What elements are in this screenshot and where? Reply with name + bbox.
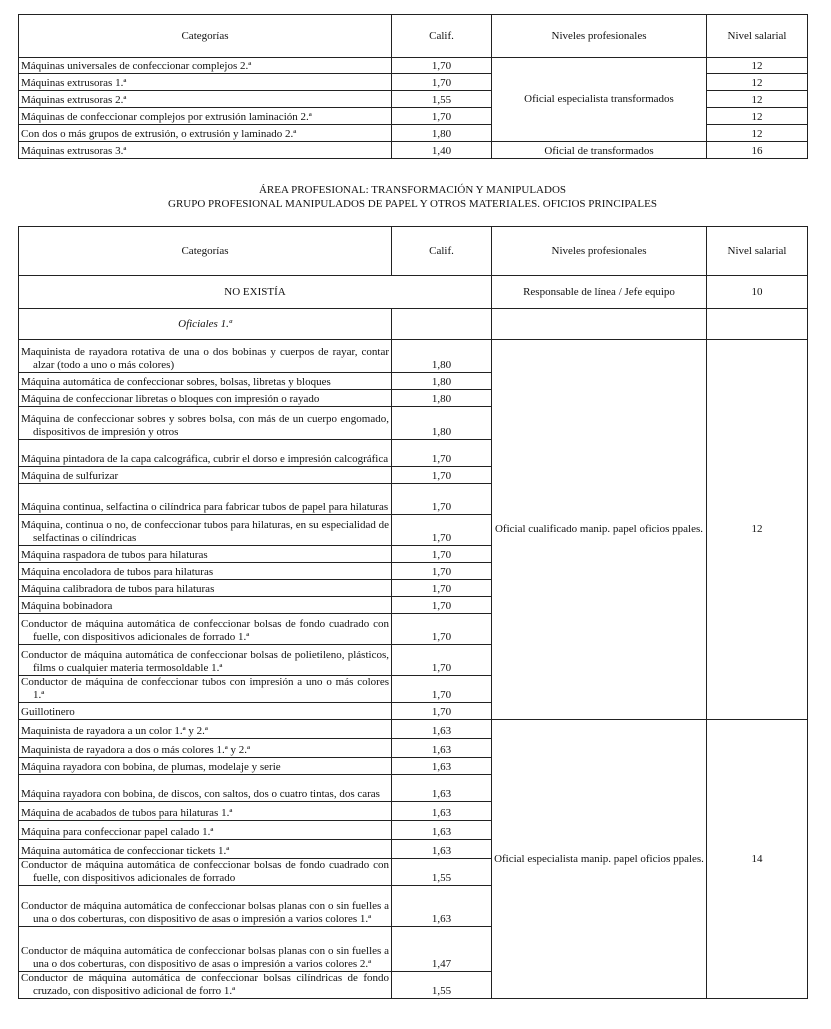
- cell-calif: 1,70: [392, 484, 492, 515]
- cell-nivel: Oficial de transformados: [492, 142, 707, 159]
- header-categorias: Categorías: [19, 15, 392, 58]
- cell-salarial: 12: [707, 125, 808, 142]
- cell-salarial: 10: [707, 276, 808, 309]
- cell-salarial: 16: [707, 142, 808, 159]
- header-calif: Calif.: [392, 15, 492, 58]
- header-nivel-salarial: Nivel salarial: [707, 15, 808, 58]
- cell-calif: 1,47: [392, 927, 492, 972]
- cell-categoria: Conductor de máquina automática de confeccionar bolsas de fondo cuadrado con fuelle, con dispositivos adicionales de forrado 1.ª: [19, 614, 392, 645]
- group-title: GRUPO PROFESIONAL MANIPULADOS DE PAPEL Y OTROS MATERIALES. OFICIOS PRINCIPALES: [168, 198, 657, 210]
- cell-calif: 1,80: [392, 125, 492, 142]
- table-transformados: [18, 14, 808, 159]
- table-manipulados: [18, 226, 808, 999]
- cell-categoria: Máquina raspadora de tubos para hilaturas: [19, 546, 392, 563]
- cell-calif: 1,40: [392, 142, 492, 159]
- cell-calif: [392, 309, 492, 340]
- cell-categoria: Máquina automática de confeccionar sobres, bolsas, libretas y bloques: [19, 373, 392, 390]
- cell-salarial: 14: [707, 720, 808, 999]
- header-row: [19, 15, 808, 58]
- table-row: [19, 340, 808, 373]
- cell-calif: 1,70: [392, 74, 492, 91]
- cell-calif: 1,70: [392, 467, 492, 484]
- cell-calif: 1,63: [392, 739, 492, 758]
- cell-categoria: Máquina encoladora de tubos para hilaturas: [19, 563, 392, 580]
- cell-calif: 1,80: [392, 407, 492, 440]
- cell-categoria: Máquinas extrusoras 3.ª: [19, 142, 392, 159]
- cell-categoria: Conductor de máquina automática de confeccionar bolsas de polietileno, plásticos, films o cualquier materia termosoldable 1.ª: [19, 645, 392, 676]
- cell-calif: 1,80: [392, 373, 492, 390]
- cell-categoria: Maquinista de rayadora rotativa de una o dos bobinas y cuerpos de rayar, contar alzar (todo a uno o más colores): [19, 340, 392, 373]
- cell-calif: 1,63: [392, 886, 492, 927]
- cell-categoria: Conductor de máquina automática de confeccionar bolsas planas con o sin fuelles a una o dos coberturas, con dispositivo de asas o impresión a varios colores 1.ª: [19, 886, 392, 927]
- cell-categoria: Máquina bobinadora: [19, 597, 392, 614]
- header-nivel-salarial: Nivel salarial: [707, 227, 808, 276]
- cell-calif: 1,70: [392, 676, 492, 703]
- table-row: [19, 720, 808, 739]
- cell-calif: 1,55: [392, 859, 492, 886]
- cell-calif: 1,70: [392, 440, 492, 467]
- cell-salarial: [707, 309, 808, 340]
- table-row: [19, 309, 808, 340]
- group-especialista: [19, 720, 808, 999]
- cell-categoria: Máquina calibradora de tubos para hilaturas: [19, 580, 392, 597]
- cell-categoria: Máquina automática de confeccionar tickets 1.ª: [19, 840, 392, 859]
- cell-categoria: Máquina de acabados de tubos para hilaturas 1.ª: [19, 802, 392, 821]
- cell-calif: 1,80: [392, 390, 492, 407]
- cell-calif: 1,70: [392, 597, 492, 614]
- cell-calif: 1,70: [392, 58, 492, 74]
- table-row: [19, 276, 808, 309]
- cell-categoria: Máquina de confeccionar sobres y sobres bolsa, con más de un cuerpo engomado, dispositivos de impresión y otros: [19, 407, 392, 440]
- cell-categoria: Máquinas universales de confeccionar complejos 2.ª: [19, 58, 392, 74]
- cell-categoria: Máquina pintadora de la capa calcográfica, cubrir el dorso e impresión calcográfica: [19, 440, 392, 467]
- cell-categoria: Máquina para confeccionar papel calado 1.ª: [19, 821, 392, 840]
- cell-calif: 1,63: [392, 802, 492, 821]
- cell-salarial: 12: [707, 74, 808, 91]
- cell-calif: 1,70: [392, 546, 492, 563]
- cell-calif: 1,63: [392, 720, 492, 739]
- cell-categoria: Con dos o más grupos de extrusión, o extrusión y laminado 2.ª: [19, 125, 392, 142]
- cell-salarial: 12: [707, 108, 808, 125]
- section-heading: [18, 183, 807, 211]
- cell-categoria: Conductor de máquina de confeccionar tubos con impresión a uno o más colores 1.ª: [19, 676, 392, 703]
- header-calif: Calif.: [392, 227, 492, 276]
- cell-calif: 1,80: [392, 340, 492, 373]
- cell-categoria: Máquina, continua o no, de confeccionar tubos para hilaturas, en su especialidad de selfactinas o cilíndricas: [19, 515, 392, 546]
- cell-categoria: Máquina continua, selfactina o cilíndrica para fabricar tubos de papel para hilaturas: [19, 484, 392, 515]
- cell-calif: 1,70: [392, 703, 492, 720]
- cell-calif: 1,63: [392, 821, 492, 840]
- cell-nivel: Oficial especialista transformados: [492, 58, 707, 142]
- cell-calif: 1,70: [392, 108, 492, 125]
- cell-calif: 1,70: [392, 563, 492, 580]
- cell-calif: 1,70: [392, 645, 492, 676]
- area-title: ÁREA PROFESIONAL: TRANSFORMACIÓN Y MANIPULADOS: [258, 184, 567, 196]
- header-categorias: Categorías: [19, 227, 392, 276]
- no-existia-cell: NO EXISTÍA: [19, 276, 492, 309]
- cell-nivel: Oficial cualificado manip. papel oficios ppales.: [492, 340, 707, 720]
- cell-categoria: Máquina de sulfurizar: [19, 467, 392, 484]
- cell-calif: 1,55: [392, 91, 492, 108]
- cell-salarial: 12: [707, 91, 808, 108]
- table-row: [19, 142, 808, 159]
- cell-calif: 1,70: [392, 614, 492, 645]
- cell-categoria: Maquinista de rayadora a dos o más colores 1.ª y 2.ª: [19, 739, 392, 758]
- cell-categoria: Guillotinero: [19, 703, 392, 720]
- cell-categoria: Maquinista de rayadora a un color 1.ª y 2.ª: [19, 720, 392, 739]
- cell-calif: 1,70: [392, 580, 492, 597]
- header-niveles: Niveles profesionales: [492, 227, 707, 276]
- cell-nivel: [492, 309, 707, 340]
- cell-categoria: Máquina de confeccionar libretas o bloques con impresión o rayado: [19, 390, 392, 407]
- cell-categoria: Máquina rayadora con bobina, de plumas, modelaje y serie: [19, 758, 392, 775]
- table-row: [19, 58, 808, 74]
- header-niveles: Niveles profesionales: [492, 15, 707, 58]
- cell-categoria: Máquinas extrusoras 2.ª: [19, 91, 392, 108]
- cell-calif: 1,63: [392, 758, 492, 775]
- cell-categoria: Conductor de máquina automática de confeccionar bolsas planas con o sin fuelles a una o dos coberturas, con dispositivo de asas o impresión a varios colores 2.ª: [19, 927, 392, 972]
- cell-salarial: 12: [707, 58, 808, 74]
- cell-calif: 1,55: [392, 972, 492, 999]
- cell-calif: 1,63: [392, 840, 492, 859]
- cell-categoria: Máquinas de confeccionar complejos por extrusión laminación 2.ª: [19, 108, 392, 125]
- cell-nivel: Oficial especialista manip. papel oficios ppales.: [492, 720, 707, 999]
- cell-categoria: Máquinas extrusoras 1.ª: [19, 74, 392, 91]
- cell-categoria: Conductor de máquina automática de confeccionar bolsas de fondo cuadrado con fuelle, con dispositivos adicionales de forrado: [19, 859, 392, 886]
- cell-salarial: 12: [707, 340, 808, 720]
- group-cualificado: [19, 340, 808, 720]
- cell-calif: 1,63: [392, 775, 492, 802]
- header-row: [19, 227, 808, 276]
- cell-categoria: Máquina rayadora con bobina, de discos, con saltos, dos o cuatro tintas, dos caras: [19, 775, 392, 802]
- cell-nivel: Responsable de línea / Jefe equipo: [492, 276, 707, 309]
- cell-categoria: Conductor de máquina automática de confeccionar bolsas cilíndricas de fondo cruzado, con dispositivo adicional de forro 1.ª: [19, 972, 392, 999]
- cell-calif: 1,70: [392, 515, 492, 546]
- oficiales-label: Oficiales 1.ª: [19, 309, 392, 340]
